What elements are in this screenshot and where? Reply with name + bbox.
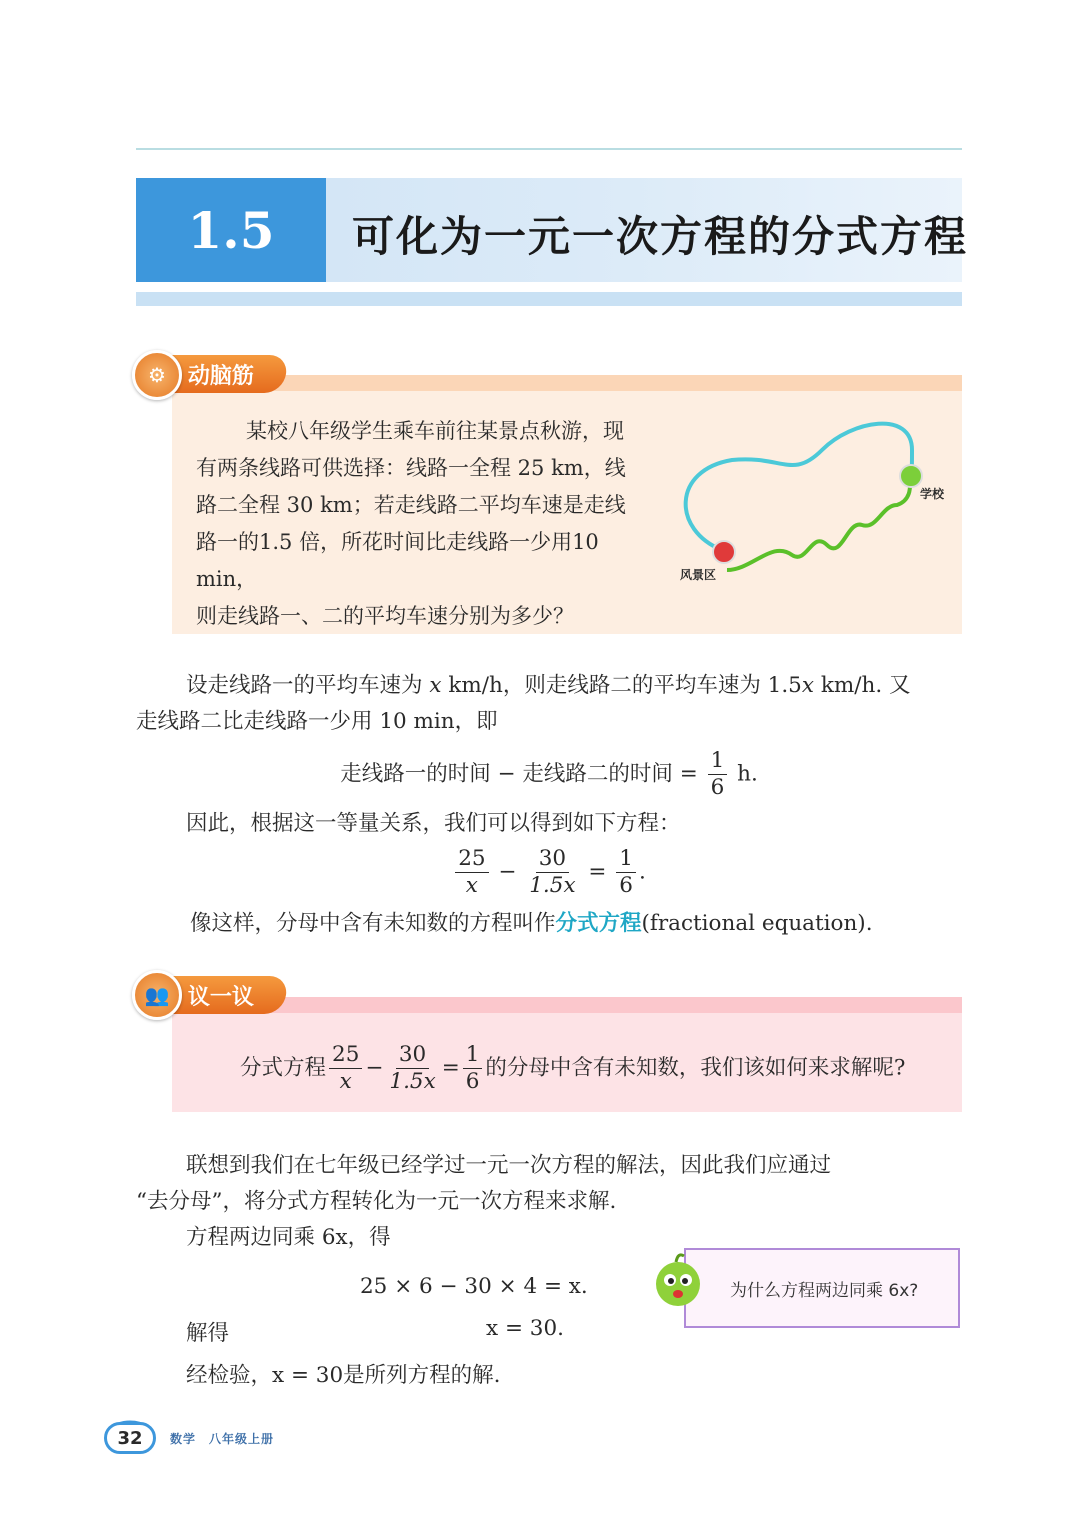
think-badge-label: 动脑筋: [188, 363, 255, 389]
title-strip: [136, 292, 962, 306]
page-number: 32: [104, 1422, 156, 1454]
route-map: [672, 410, 952, 590]
discuss-badge-label: 议一议: [188, 984, 255, 1010]
solution-line: 方程两边同乘 6x，得: [186, 1225, 391, 1250]
scenic-marker-icon: [713, 541, 735, 563]
solve-result: x = 30.: [486, 1316, 565, 1341]
check-statement: 经检验，x = 30是所列方程的解.: [186, 1363, 501, 1388]
think-line: 某校八年级学生乘车前往某景点秋游，现: [246, 419, 624, 443]
top-rule: [136, 148, 962, 150]
mascot-icon: [648, 1248, 708, 1314]
solution-paragraph: [136, 1148, 962, 1256]
route-one-path: [686, 424, 912, 550]
body-paragraph-3: 因此，根据这一等量关系，我们可以得到如下方程：: [186, 811, 681, 836]
section-number: 1.5: [136, 178, 326, 282]
route-two-path: [727, 480, 910, 570]
map-label-school: 学校: [920, 487, 945, 501]
body-paragraph-1: 设走线路一的平均车速为 x km/h，则走线路二的平均车速为 1.5x km/h. 又 走线路二比走线路一少用 10 min，即: [136, 668, 962, 740]
people-icon: 👥: [132, 970, 182, 1020]
map-label-scenic: 风景区: [680, 568, 717, 582]
school-marker-icon: [900, 465, 922, 487]
solution-equation: 25 × 6 − 30 × 4 = x.: [360, 1274, 588, 1299]
gear-icon: ⚙: [132, 350, 182, 400]
callout-text: 为什么方程两边同乘 6x?: [730, 1280, 919, 1301]
solution-line: “去分母”，将分式方程转化为一元一次方程来求解.: [136, 1189, 617, 1214]
solve-label: 解得: [186, 1321, 230, 1346]
equation-fractional: $\frac{25}{x}$ − $\frac{30}{1.5x}$ = $\frac{1}{6}$ .: [136, 846, 962, 899]
solution-line: 联想到我们在七年级已经学过一元一次方程的解法，因此我们应通过: [186, 1153, 832, 1178]
section-title: 可化为一元一次方程的分式方程: [352, 212, 969, 261]
think-line: 则走线路一、二的平均车速分别为多少？: [196, 604, 574, 628]
callout-bubble: [684, 1248, 960, 1328]
think-line: 路一的1.5 倍，所花时间比走线路一少用10 min，: [196, 530, 599, 591]
discuss-question: 分式方程 $\frac{25}{x}$ − $\frac{30}{1.5x}$ = $\frac{1}{6}$ 的分母中含有未知数，我们该如何来求解呢?: [240, 1042, 906, 1094]
term-fractional-equation: 分式方程: [555, 911, 642, 936]
body-line: 走线路二比走线路一少用 10 min，即: [136, 709, 498, 734]
book-title: 数学 八年级上册: [170, 1432, 275, 1446]
think-line: 路二全程 30 km；若走线路二平均车速是走线: [196, 493, 626, 517]
think-problem-text: [196, 413, 656, 635]
equation-time: 走线路一的时间 − 走线路二的时间 = $\frac{1}{6}$ h.: [340, 748, 758, 800]
think-line: 有两条线路可供选择：线路一全程 25 km，线: [196, 456, 626, 480]
definition-paragraph: 像这样，分母中含有未知数的方程叫作分式方程(fractional equation).: [190, 911, 873, 936]
